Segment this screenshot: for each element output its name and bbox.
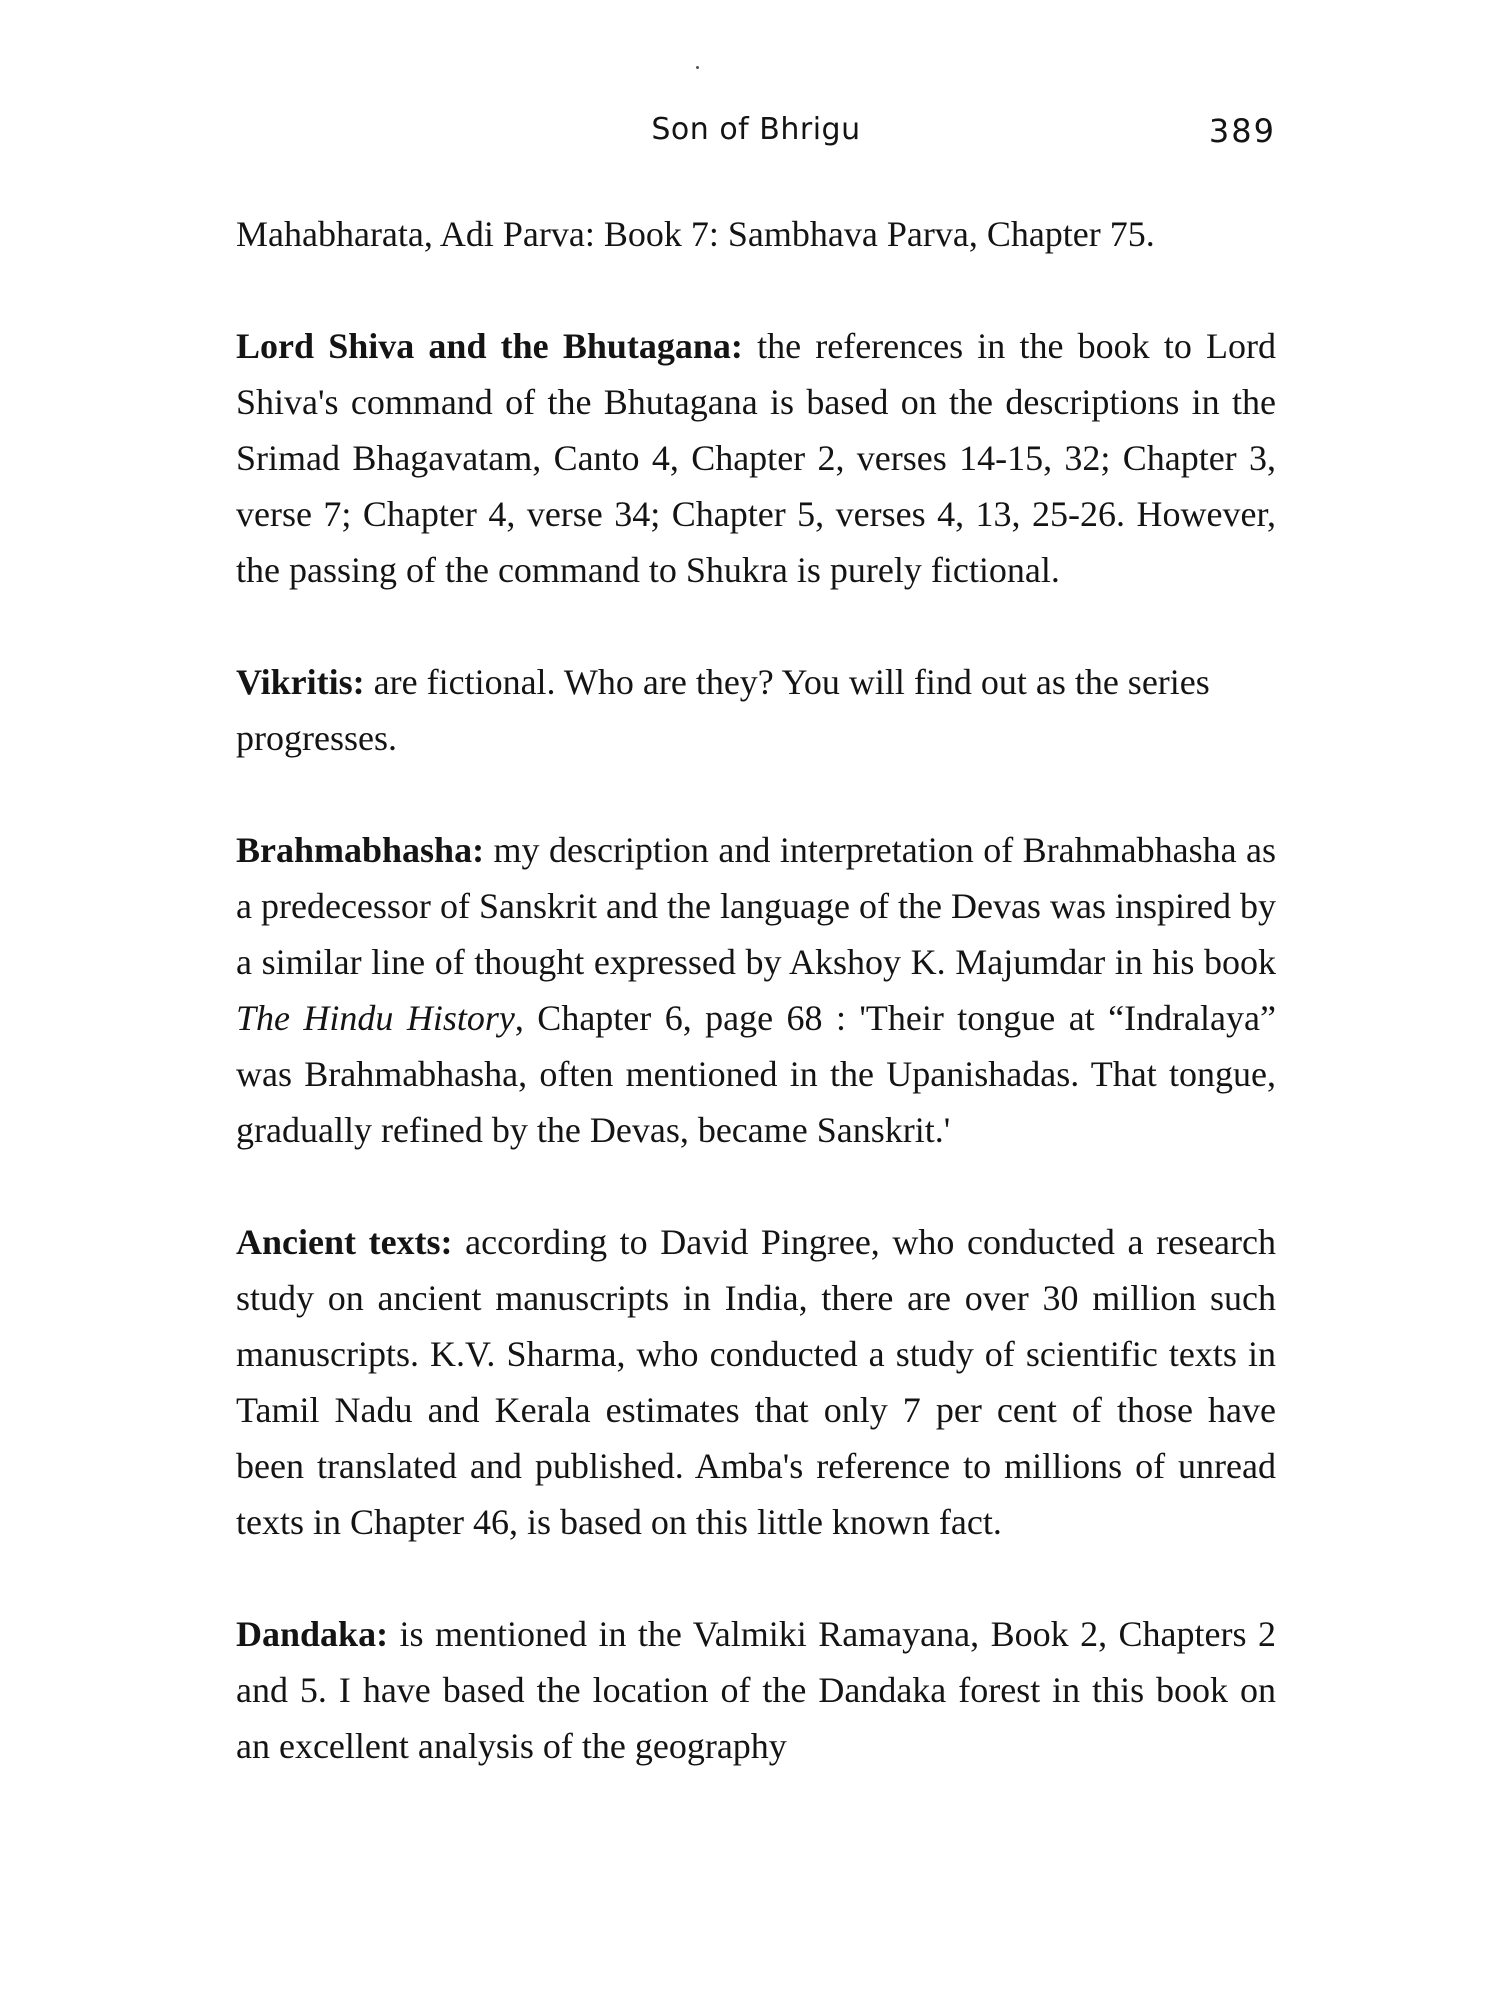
note-text-continued: , Chapter 6, page 68 : 'Their tongue at “Indralaya” was Brahmabhasha, often mentioned in the Upanishadas. That tongue, gradually refined by the Devas, became Sanskrit.'	[236, 998, 1276, 1150]
note-vikritis	[236, 654, 1276, 766]
note-term: Brahmabhasha:	[236, 830, 485, 870]
note-lord-shiva	[236, 318, 1276, 598]
note-term: Lord Shiva and the Bhutagana:	[236, 326, 743, 366]
note-ancient-texts	[236, 1214, 1276, 1550]
note-text: are fictional. Who are they? You will find out as the series progresses.	[236, 662, 1210, 758]
note-brahmabhasha	[236, 822, 1276, 1158]
note-text: the references in the book to Lord Shiva's command of the Bhutagana is based on the descriptions in the Srimad Bhagavatam, Canto 4, Chapter 2, verses 14-15, 32; Chapter 3, verse 7; Chapter 4, verse 34; Chapter 5, verses 4, 13, 25-26. However, the passing of the command to Shukra is purely fictional.	[236, 326, 1277, 590]
note-term: Dandaka:	[236, 1614, 389, 1654]
intro-paragraph: Mahabharata, Adi Parva: Book 7: Sambhava Parva, Chapter 75.	[236, 214, 1155, 254]
page-body	[236, 206, 1276, 1830]
note-term: Ancient texts:	[236, 1222, 453, 1262]
note-text: is mentioned in the Valmiki Ramayana, Book 2, Chapters 2 and 5. I have based the location of the Dandaka forest in this book on an excellent analysis of the geography	[236, 1614, 1276, 1766]
book-title: The Hindu History	[236, 998, 515, 1038]
print-speck	[696, 66, 699, 69]
note-text: according to David Pingree, who conducted a research study on ancient manuscripts in India, there are over 30 million such manuscripts. K.V. Sharma, who conducted a study of scientific texts in Tamil Nadu and Kerala estimates that only 7 per cent of those have been translated and published. Amba's reference to millions of unread texts in Chapter 46, is based on this little known fact.	[236, 1222, 1276, 1542]
running-title: Son of Bhrigu	[651, 112, 861, 147]
note-term: Vikritis:	[236, 662, 365, 702]
note-text: my description and interpretation of Brahmabhasha as a predecessor of Sanskrit and the language of the Devas was inspired by a similar line of thought expressed by Akshoy K. Majumdar in his book	[236, 830, 1276, 982]
note-dandaka	[236, 1606, 1276, 1774]
page-number: 389	[1208, 112, 1276, 150]
running-header	[236, 112, 1276, 162]
